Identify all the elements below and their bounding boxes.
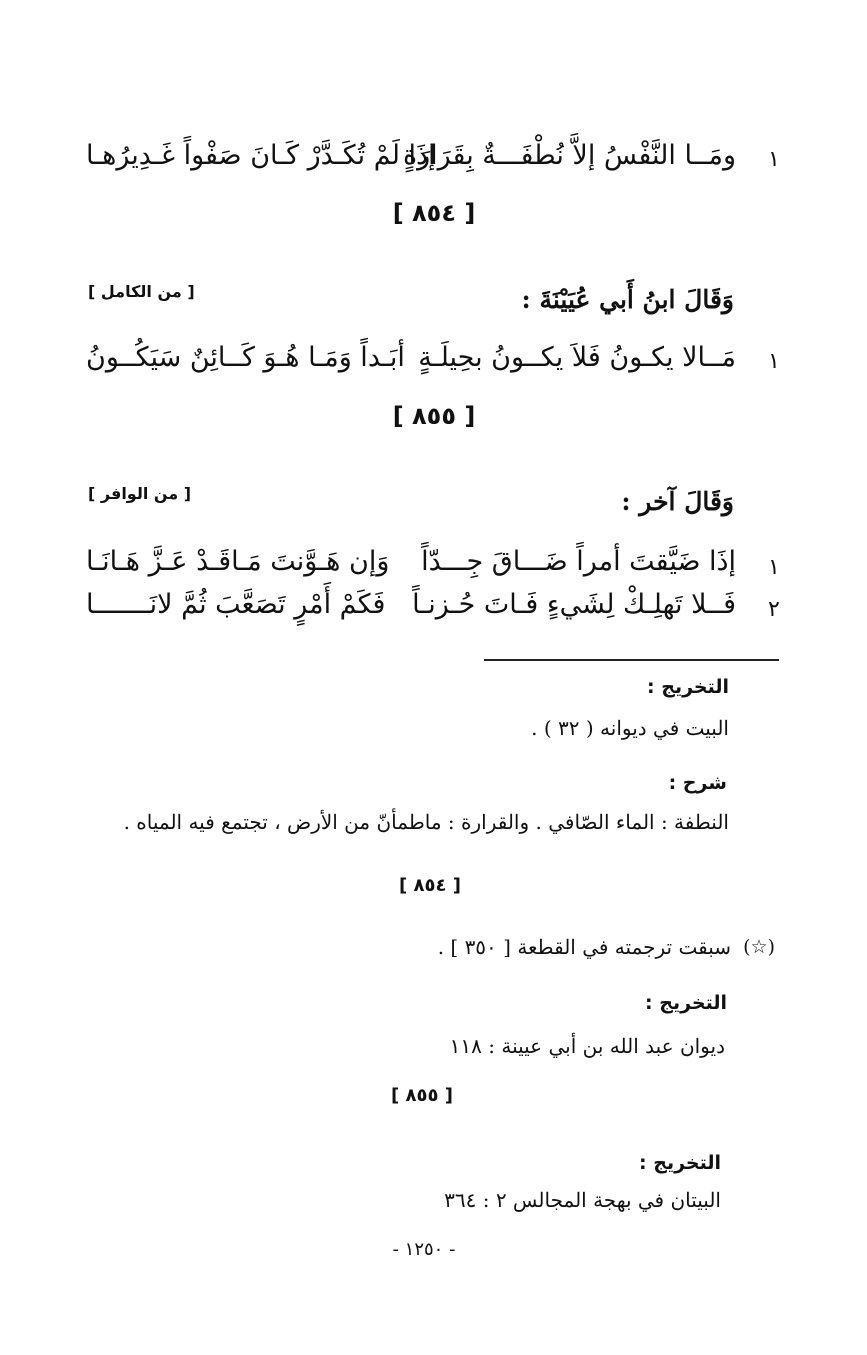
poem-number: [ ٨٥٤ ] [392, 199, 476, 227]
verse-first-hemistich: إذَا ضَيَّقتَ أمراً ضَـــاقَ جِـــدّاً [421, 546, 736, 577]
note-text: البيتان في بهجة المجالس ٢ : ٣٦٤ [444, 1188, 721, 1212]
star-marker: (☆) [743, 936, 775, 958]
note-text: سبقت ترجمته في القطعة [ ٣٥٠ ] . [437, 935, 731, 959]
note-poem-number: [ ٨٥٤ ] [399, 875, 461, 896]
verse-line [86, 585, 736, 625]
page-number: - ١٢٥٠ - [392, 1239, 456, 1260]
verse-number: ١ [768, 349, 780, 374]
footnote-separator [484, 659, 779, 661]
verse-second-hemistich: أبَـداً وَمَـا هُـوَ كَــائِنٌ سَيَكُــونُ [86, 342, 405, 373]
verse-line [86, 542, 736, 582]
verse-second-hemistich: فَكَمْ أَمْرٍ تَصَعَّبَ ثُمَّ لانَـــــــا [86, 589, 386, 620]
verse-second-hemistich: إذَا لَمْ تُكَـدَّرْ كَـانَ صَفْواً غَـدِيرُهـا [86, 140, 436, 171]
verse-line [86, 136, 736, 176]
note-heading-takhrij: التخريج : [645, 992, 727, 1014]
poem-number: [ ٨٥٥ ] [392, 402, 476, 430]
verse-number: ١ [768, 555, 780, 580]
verse-first-hemistich: مَــالا يكـونُ فَلاَ يكــونُ بحِيلَـةٍ [418, 342, 736, 373]
verse-number: ٢ [768, 597, 780, 622]
note-heading-sharh: شرح : [668, 772, 727, 794]
note-heading-takhrij: التخريج : [647, 676, 729, 698]
note-poem-number: [ ٨٥٥ ] [391, 1085, 453, 1106]
note-text: النطفة : الماء الصّافي . والقرارة : ماطمأنّ من الأرض ، تجتمع فيه المياه . [123, 810, 729, 834]
note-text: البيت في ديوانه ( ٣٢ ) . [531, 716, 729, 740]
poem-attribution: وَقَالَ آخر : [621, 487, 734, 516]
poem-meter: [ من الوافر ] [88, 484, 192, 503]
verse-first-hemistich: ومَــا النَّفْسُ إلاَّ نُطْفَـــةٌ بِقَرَارَةٍ [402, 140, 736, 171]
poem-meter: [ من الكامل ] [88, 282, 195, 301]
verse-first-hemistich: فَــلا تَهلِـكْ لِشَيءٍ فَـاتَ حُـزنـاً [412, 589, 736, 620]
verse-second-hemistich: وَإن هَـوَّنتَ مَـاقَـدْ عَـزَّ هَـانَـا [86, 546, 390, 577]
verse-number: ١ [768, 147, 780, 172]
poem-attribution: وَقَالَ ابنُ أَبي عُيَيْنَةَ : [521, 285, 734, 314]
verse-line [86, 338, 736, 378]
note-text: ديوان عبد الله بن أبي عيينة : ١١٨ [449, 1034, 725, 1058]
note-heading-takhrij: التخريج : [639, 1152, 721, 1174]
